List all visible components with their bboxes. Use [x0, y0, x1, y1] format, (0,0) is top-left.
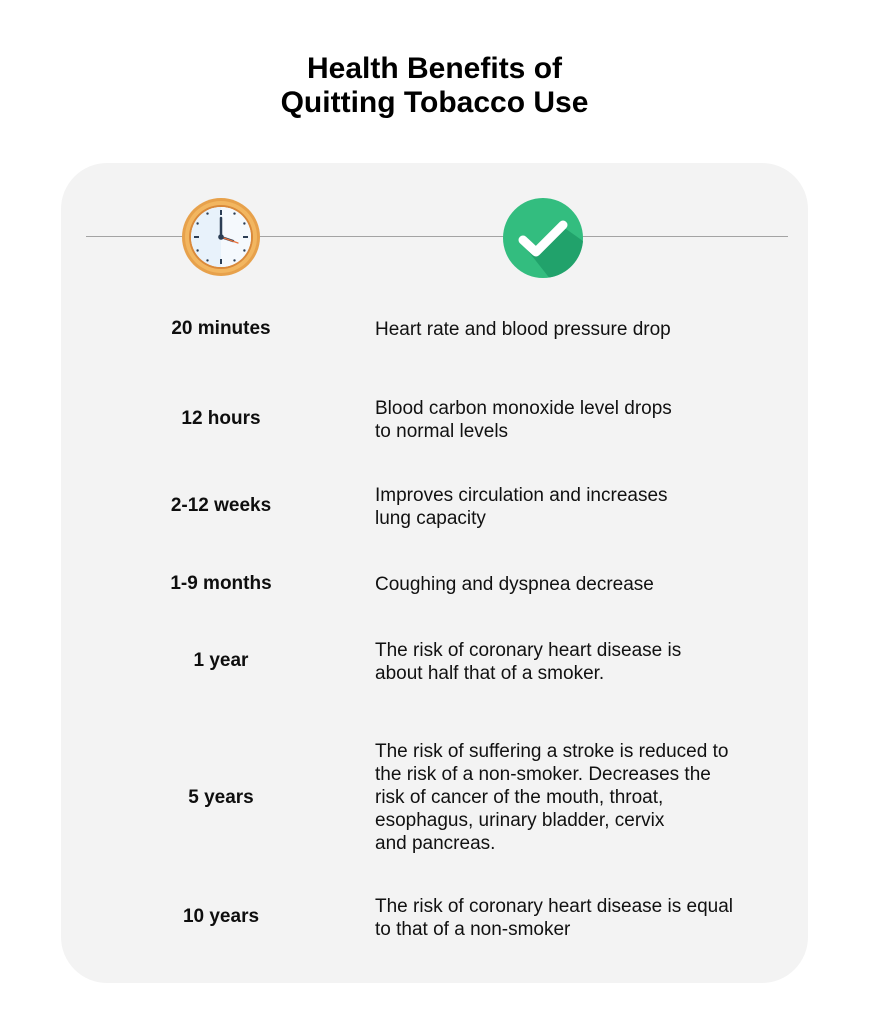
benefit-text-5-years: The risk of suffering a stroke is reduced to the risk of a non-smoker. Decreases the risk of cancer of the mouth, throat, esophagus, urinary bladder, cervix and pancreas.	[375, 741, 729, 854]
benefit-text-1-9-months: Coughing and dyspnea decrease	[375, 574, 654, 595]
benefit-text-20-minutes: Heart rate and blood pressure drop	[375, 319, 671, 340]
time-label-1-year: 1 year	[193, 650, 249, 671]
benefit-text-12-hours: Blood carbon monoxide level drops to normal levels	[375, 398, 672, 442]
title-line-2: Quitting Tobacco Use	[280, 86, 589, 119]
title-line-1: Health Benefits of	[306, 52, 563, 85]
time-label-20-minutes: 20 minutes	[171, 318, 271, 339]
page-title	[0, 52, 869, 120]
checkmark-icon	[502, 197, 584, 279]
time-label-5-years: 5 years	[188, 787, 254, 808]
time-label-10-years: 10 years	[182, 906, 260, 927]
time-label-1-9-months: 1-9 months	[170, 573, 272, 594]
benefit-text-2-12-weeks: Improves circulation and increases lung capacity	[375, 485, 668, 529]
benefit-text-10-years: The risk of coronary heart disease is equal to that of a non-smoker	[375, 896, 734, 940]
clock-icon	[181, 197, 261, 277]
time-label-12-hours: 12 hours	[181, 408, 261, 429]
time-label-2-12-weeks: 2-12 weeks	[170, 495, 272, 516]
benefit-text-1-year: The risk of coronary heart disease is about half that of a smoker.	[375, 640, 682, 684]
